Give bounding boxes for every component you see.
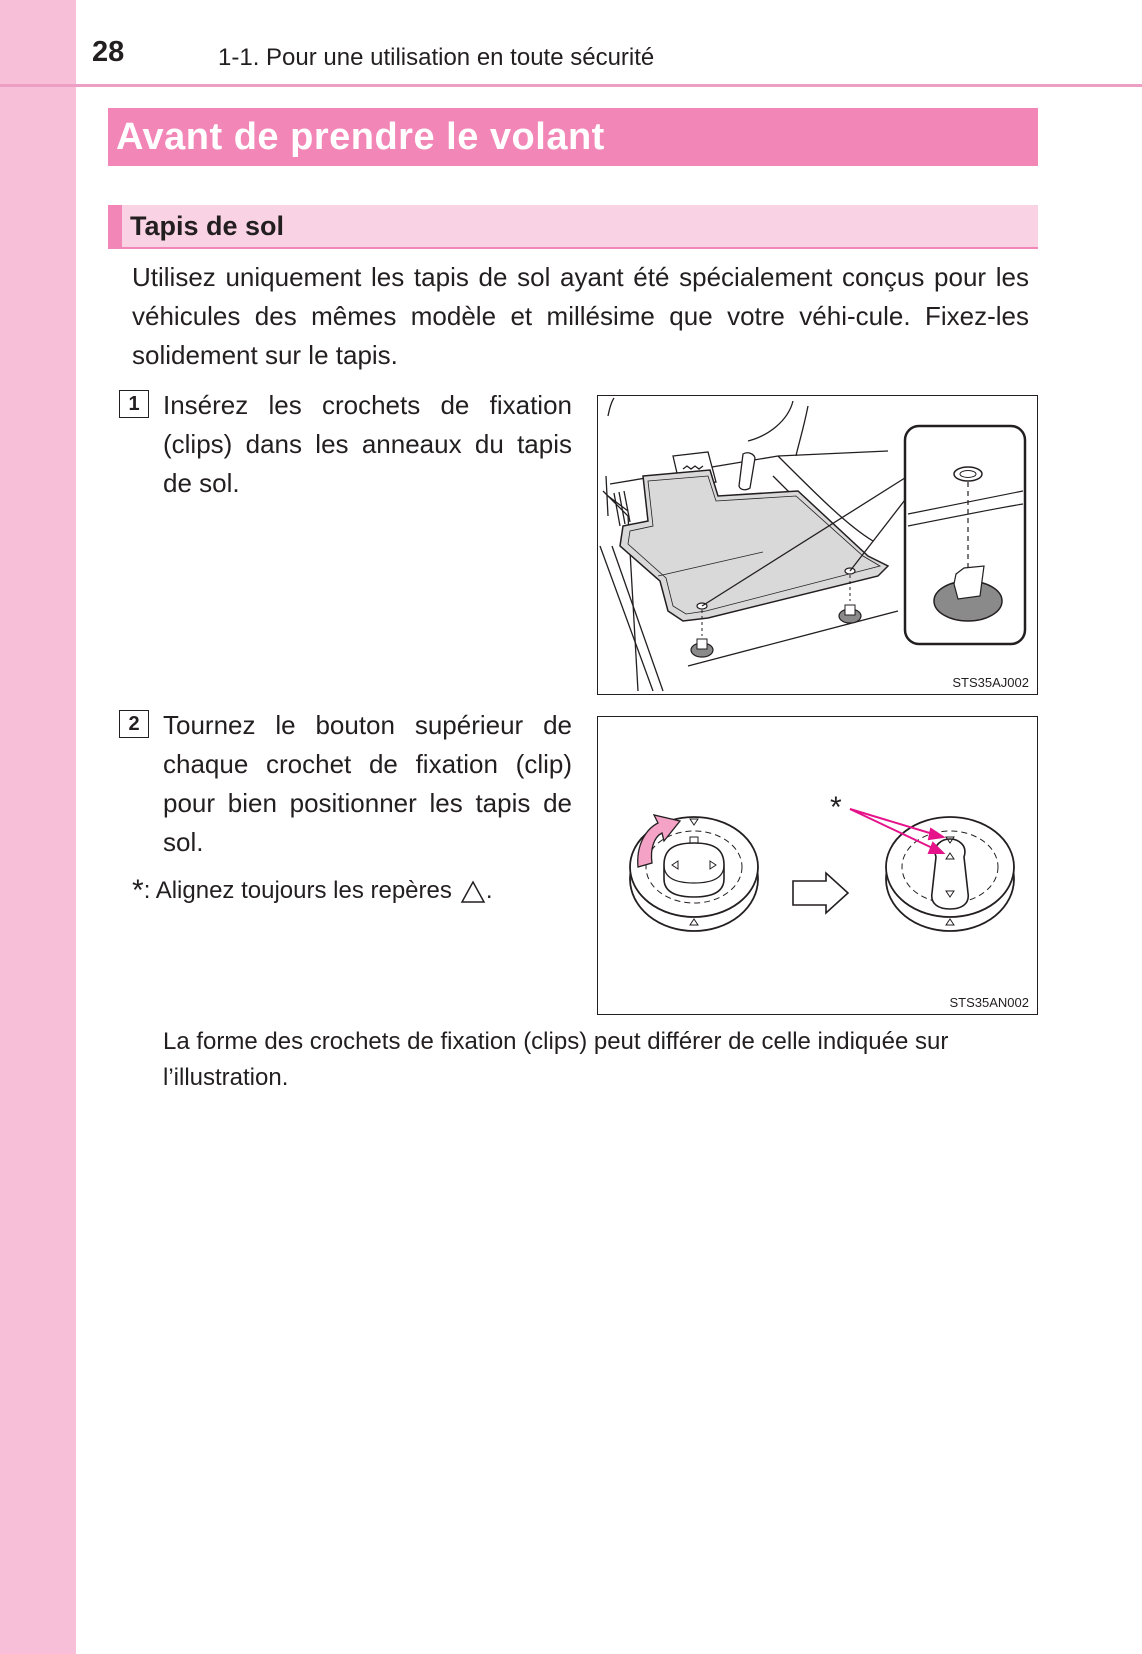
note-marker: * xyxy=(132,874,144,907)
intro-paragraph: Utilisez uniquement les tapis de sol ayant été spécialement conçus pour les véhicules des mêmes modèle et millésime que votre véhi-cule. Fixez-les solidement sur le tapis. xyxy=(132,262,1029,370)
step-2-number: 2 xyxy=(119,710,149,738)
step-1-number: 1 xyxy=(119,390,149,418)
note-suffix: . xyxy=(485,877,493,904)
right-arrow-icon xyxy=(793,873,848,913)
subsection-title: Tapis de sol xyxy=(130,211,285,241)
page-number: 28 xyxy=(92,36,125,68)
page-title: Avant de prendre le volant xyxy=(108,108,1038,166)
figure-clip-rotation xyxy=(597,716,1038,1015)
floor-mat-illustration xyxy=(598,396,1037,694)
header-rule xyxy=(0,84,1142,87)
figure-floor-mat-clips xyxy=(597,395,1038,695)
note-line xyxy=(132,872,493,906)
triangle-mark-icon xyxy=(460,880,486,904)
figure-2-code: STS35AN002 xyxy=(949,995,1029,1010)
note-text: : Alignez toujours les repères xyxy=(143,877,452,904)
figure-2-star: * xyxy=(830,791,842,824)
step-1-text: Insérez les crochets de fixation (clips) dans les anneaux du tapis de sol. xyxy=(163,390,572,498)
side-tab xyxy=(0,0,76,1654)
running-head: 1-1. Pour une utilisation en toute sécurité xyxy=(218,44,655,71)
step-2-text: Tournez le bouton supérieur de chaque crochet de fixation (clip) pour bien positionner les tapis de sol. xyxy=(163,710,572,857)
subsection-accent xyxy=(108,205,122,247)
subsection-header xyxy=(108,205,1038,249)
figure-1-code: STS35AJ002 xyxy=(952,675,1029,690)
footer-paragraph: La forme des crochets de fixation (clips) peut différer de celle indiquée sur l’illustration. xyxy=(163,1028,949,1091)
clip-rotation-illustration xyxy=(598,717,1037,1014)
